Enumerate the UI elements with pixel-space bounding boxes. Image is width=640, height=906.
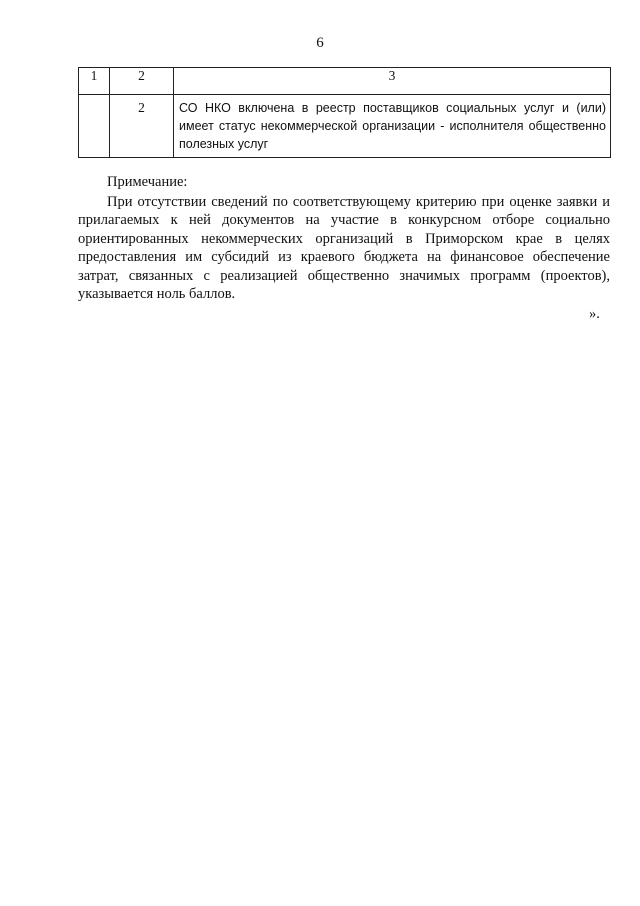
closing-quote: ».: [589, 306, 600, 322]
table-row: [79, 95, 611, 158]
header-cell-1: 1: [79, 68, 110, 95]
row-cell-3: СО НКО включена в реестр поставщиков социальных услуг и (или) имеет статус некоммерческой организации - исполнителя общественно полезных услуг: [174, 95, 611, 158]
header-cell-2: 2: [110, 68, 174, 95]
note-text: При отсутствии сведений по соответствующему критерию при оценке заявки и прилагаемых к ней документов на участие в конкурсном отборе социально ориентированных некоммерческих организаций в Приморском крае в целях предоставления им субсидий из краевого бюджета на финансовое обеспечение затрат, связанных с реализацией общественно значимых программ (проектов), указывается ноль баллов.: [78, 194, 610, 303]
criteria-table: [78, 67, 611, 158]
page-number: 6: [316, 35, 324, 51]
row-cell-1: [79, 95, 110, 158]
note-title: Примечание:: [107, 174, 188, 190]
header-cell-3: 3: [174, 68, 611, 95]
row-cell-2: 2: [110, 95, 174, 158]
table-header-row: [79, 68, 611, 95]
